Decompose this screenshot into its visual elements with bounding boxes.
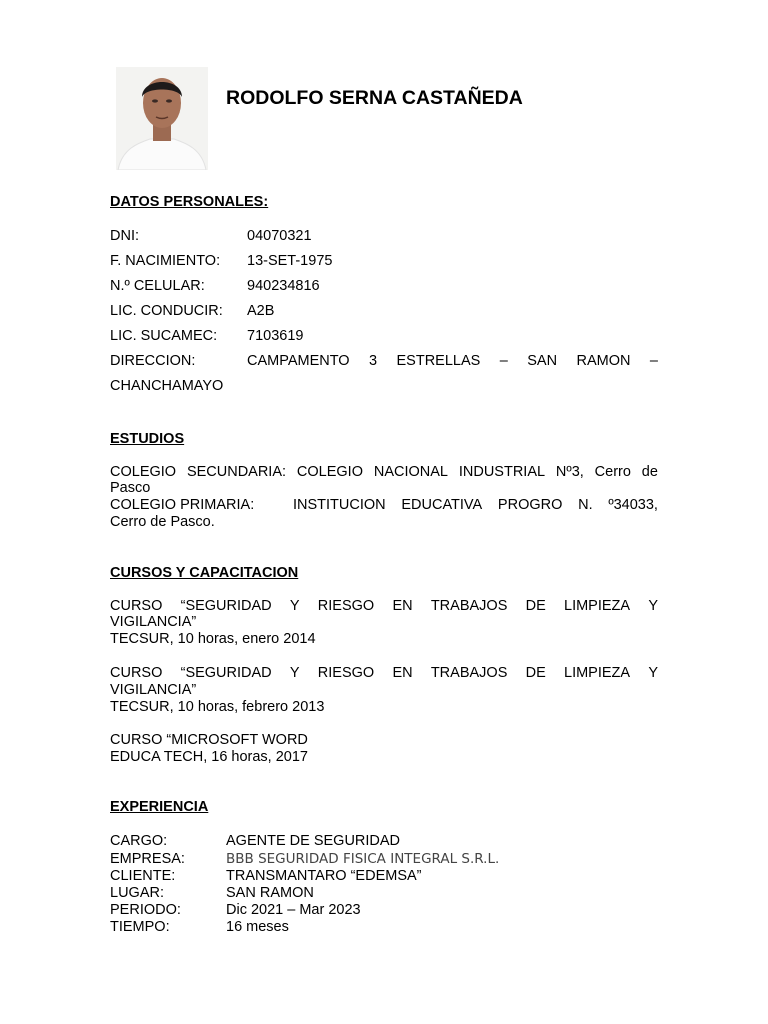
candidate-name: RODOLFO SERNA CASTAÑEDA <box>226 87 523 109</box>
experience-row <box>110 833 658 851</box>
experience-value: 16 meses <box>226 919 289 935</box>
curso-3-line1: CURSO “MICROSOFT WORD <box>110 732 308 748</box>
personal-data-value: 7103619 <box>247 328 304 344</box>
experience-label: EMPRESA: <box>110 851 185 867</box>
personal-data-row <box>110 278 658 298</box>
experience-row <box>110 885 658 903</box>
curso-word: “SEGURIDAD <box>180 665 272 681</box>
curso-2-line1 <box>110 665 658 681</box>
colegio-primaria-label: COLEGIO PRIMARIA: <box>110 497 255 513</box>
curso-1-line3: TECSUR, 10 horas, enero 2014 <box>110 631 316 647</box>
experience-value: Dic 2021 – Mar 2023 <box>226 902 361 918</box>
secundaria-word: NACIONAL <box>373 464 448 480</box>
curso-word: EN <box>392 598 413 614</box>
curso-3-line2: EDUCA TECH, 16 horas, 2017 <box>110 749 308 765</box>
curso-word: Y <box>289 598 300 614</box>
curso-2-line3: TECSUR, 10 horas, febrero 2013 <box>110 699 325 715</box>
colegio-secundaria-line2: Pasco <box>110 480 151 496</box>
primaria-word: N. <box>578 497 593 513</box>
experience-label: TIEMPO: <box>110 919 170 935</box>
curso-word: “SEGURIDAD <box>180 598 272 614</box>
experience-label: CARGO: <box>110 833 168 849</box>
section-heading-datos-personales: DATOS PERSONALES: <box>110 194 269 210</box>
profile-photo <box>116 67 208 170</box>
experience-row <box>110 902 658 920</box>
experience-label: LUGAR: <box>110 885 164 901</box>
personal-data-value: 940234816 <box>247 278 320 294</box>
personal-data-label: LIC. CONDUCIR: <box>110 303 223 319</box>
primaria-word: INSTITUCION <box>293 497 386 513</box>
direccion-word: 3 <box>369 353 378 369</box>
secundaria-word: de <box>641 464 658 480</box>
curso-word: RIESGO <box>317 598 375 614</box>
experience-value: SAN RAMON <box>226 885 314 901</box>
primaria-word: º34033, <box>608 497 658 513</box>
personal-data-row <box>110 253 658 273</box>
direccion-word: ESTRELLAS <box>396 353 481 369</box>
curso-word: CURSO <box>110 598 163 614</box>
curso-1-line2: VIGILANCIA” <box>110 614 197 630</box>
secundaria-word: Cerro <box>594 464 631 480</box>
experience-row <box>110 919 658 937</box>
personal-data-value: A2B <box>247 303 275 319</box>
personal-data-row <box>110 303 658 323</box>
curso-word: DE <box>525 665 546 681</box>
colegio-secundaria-line1 <box>110 464 658 480</box>
curso-word: Y <box>289 665 300 681</box>
primaria-word: PROGRO <box>497 497 563 513</box>
colegio-primaria-line1 <box>293 497 658 513</box>
direccion-label: DIRECCION: <box>110 353 196 369</box>
direccion-word: – <box>499 353 508 369</box>
personal-data-label: N.º CELULAR: <box>110 278 205 294</box>
experience-row <box>110 868 658 886</box>
direccion-word: CAMPAMENTO <box>247 353 350 369</box>
curso-word: TRABAJOS <box>430 665 508 681</box>
curso-word: LIMPIEZA <box>564 665 631 681</box>
experience-value: AGENTE DE SEGURIDAD <box>226 833 401 849</box>
secundaria-word: COLEGIO <box>110 464 177 480</box>
curso-word: EN <box>392 665 413 681</box>
secundaria-word: Nº3, <box>555 464 584 480</box>
personal-data-label: F. NACIMIENTO: <box>110 253 221 269</box>
experience-label: PERIODO: <box>110 902 181 918</box>
direccion-word: SAN <box>527 353 558 369</box>
curso-word: CURSO <box>110 665 163 681</box>
curso-word: Y <box>648 665 658 681</box>
direccion-word: – <box>649 353 658 369</box>
personal-data-label: LIC. SUCAMEC: <box>110 328 218 344</box>
experience-label: CLIENTE: <box>110 868 176 884</box>
experience-value: BBB SEGURIDAD FISICA INTEGRAL S.R.L. <box>226 851 500 867</box>
curso-word: RIESGO <box>317 665 375 681</box>
curso-word: LIMPIEZA <box>564 598 631 614</box>
section-heading-cursos: CURSOS Y CAPACITACION <box>110 565 299 581</box>
personal-data-value: 04070321 <box>247 228 312 244</box>
direccion-row <box>110 353 658 373</box>
curso-word: Y <box>648 598 658 614</box>
curso-word: DE <box>525 598 546 614</box>
secundaria-word: COLEGIO <box>296 464 363 480</box>
curso-1-line1 <box>110 598 658 614</box>
secundaria-word: INDUSTRIAL <box>458 464 546 480</box>
experience-row <box>110 851 658 869</box>
personal-data-row <box>110 228 658 248</box>
colegio-primaria-line2: Cerro de Pasco. <box>110 514 215 530</box>
experience-value: TRANSMANTARO “EDEMSA” <box>226 868 422 884</box>
personal-data-label: DNI: <box>110 228 139 244</box>
curso-2-line2: VIGILANCIA” <box>110 682 197 698</box>
direccion-line2: CHANCHAMAYO <box>110 378 224 394</box>
personal-data-row <box>110 328 658 348</box>
secundaria-word: SECUNDARIA: <box>186 464 287 480</box>
curso-word: TRABAJOS <box>430 598 508 614</box>
direccion-word: RAMON <box>576 353 631 369</box>
section-heading-experiencia: EXPERIENCIA <box>110 799 209 815</box>
primaria-word: EDUCATIVA <box>401 497 483 513</box>
direccion-value <box>247 353 658 369</box>
section-heading-estudios: ESTUDIOS <box>110 431 185 447</box>
personal-data-value: 13-SET-1975 <box>247 253 333 269</box>
